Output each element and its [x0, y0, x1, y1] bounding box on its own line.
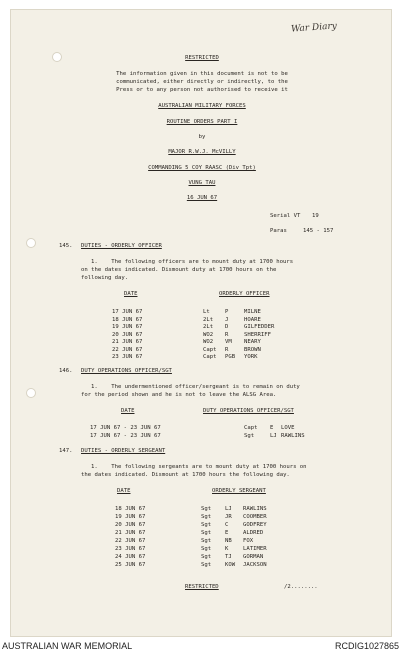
command-line: COMMANDING 5 COY RAASC (Div Tpt)	[148, 165, 256, 171]
punch-hole	[26, 388, 36, 398]
roster-rank: Sgt	[201, 522, 212, 528]
roster-surname: HOARE	[244, 316, 261, 323]
section-number: 145.	[59, 243, 73, 249]
column-header-date: DATE	[121, 408, 135, 414]
intro-line: communicated, either directly or indirectly, to the	[116, 79, 288, 85]
roster-initials: C	[225, 522, 229, 528]
roster-surname: COOMBER	[243, 514, 267, 520]
section-number: 146.	[59, 368, 73, 374]
section-body: for the period shown and he is not to leave the ALSG Area.	[81, 392, 277, 398]
roster-surname: JACKSON	[243, 562, 267, 568]
roster-initials: D	[225, 324, 229, 330]
location: VUNG TAU	[188, 180, 216, 186]
section-number: 147.	[59, 448, 73, 454]
roster-initials: PGB	[225, 354, 236, 360]
section-title: DUTIES - ORDERLY OFFICER	[81, 243, 162, 249]
roster-surname: LATIMER	[243, 546, 267, 552]
roster-date: 17 JUN 67	[112, 309, 143, 315]
roster-date: 17 JUN 67 - 23 JUN 67	[90, 425, 161, 431]
roster-date: 24 JUN 67	[115, 554, 146, 560]
roster-date: 20 JUN 67	[115, 522, 146, 528]
roster-initials: E	[270, 425, 274, 431]
roster-rank: Sgt	[201, 506, 212, 512]
handwritten-note: War Diary	[290, 21, 338, 35]
roster-rank: Sgt	[201, 538, 212, 544]
roster-surname: SHERRIFF	[244, 331, 271, 338]
roster-initials: P	[225, 309, 229, 315]
roster-initials: VM	[225, 339, 232, 345]
roster-initials: LJ	[225, 506, 232, 512]
roster-rank: WO2	[203, 339, 214, 345]
section-body: 1. The following sergeants are to mount duty at 1700 hours on	[91, 464, 307, 470]
serial-label: Serial VT	[270, 213, 301, 219]
paras-label: Paras	[270, 228, 287, 234]
roster-surname: GODFREY	[243, 522, 267, 528]
roster-rank: Sgt	[201, 514, 212, 520]
roster-initials: K	[225, 546, 229, 552]
section-body: 1. The following officers are to mount duty at 1700 hours	[91, 259, 294, 265]
roster-rank: Sgt	[244, 433, 255, 439]
roster-rank: 2Lt	[203, 324, 214, 330]
punch-hole	[26, 238, 36, 248]
archive-id: RCDIG1027865	[334, 641, 399, 651]
paras-value: 145 - 157	[303, 228, 334, 234]
roster-initials: R	[225, 346, 229, 353]
roster-date: 22 JUN 67	[115, 538, 146, 544]
roster-initials: TJ	[225, 554, 232, 560]
section-title: DUTIES - ORDERLY SERGEANT	[81, 448, 166, 454]
section-body: following day.	[81, 275, 129, 281]
roster-surname: ALDRED	[243, 530, 264, 536]
restricted-header: RESTRICTED	[185, 55, 219, 61]
roster-rank: Lt	[203, 309, 210, 315]
serial-value: 19	[312, 213, 319, 219]
section-body: on the dates indicated. Dismount duty at 1700 hours on the	[81, 267, 277, 273]
roster-date: 21 JUN 67	[112, 339, 143, 345]
roster-rank: Sgt	[201, 530, 212, 536]
column-header-officer: ORDERLY OFFICER	[219, 291, 270, 297]
intro-line: Press or to any person not authorised to receive it	[116, 87, 288, 93]
column-header-officer: DUTY OPERATIONS OFFICER/SGT	[203, 408, 294, 414]
column-header-date: DATE	[124, 291, 138, 297]
roster-initials: JR	[225, 514, 232, 520]
roster-surname: MILNE	[244, 309, 261, 315]
roster-surname: FOX	[243, 538, 254, 544]
archive-footer	[0, 640, 402, 654]
roster-date: 18 JUN 67	[112, 316, 143, 323]
section-title: DUTY OPERATIONS OFFICER/SGT	[81, 368, 172, 374]
roster-surname: RAWLINS	[243, 506, 267, 512]
roster-rank: Capt	[244, 425, 258, 431]
roster-rank: Sgt	[201, 562, 212, 568]
roster-date: 21 JUN 67	[115, 530, 146, 536]
roster-date: 17 JUN 67 - 23 JUN 67	[90, 433, 161, 439]
roster-initials: KOW	[225, 562, 236, 568]
section-body: the dates indicated. Dismount at 1700 hours the following day.	[81, 472, 290, 478]
roster-rank: Sgt	[201, 554, 212, 560]
roster-surname: GORMAN	[243, 554, 264, 560]
document-page	[10, 9, 392, 637]
force-heading: AUSTRALIAN MILITARY FORCES	[158, 103, 246, 109]
column-header-date: DATE	[117, 488, 131, 494]
roster-date: 23 JUN 67	[115, 546, 146, 552]
page-continuation: /2........	[284, 584, 318, 590]
roster-rank: Sgt	[201, 546, 212, 552]
roster-date: 22 JUN 67	[112, 346, 143, 353]
restricted-footer: RESTRICTED	[185, 584, 219, 590]
roster-rank: Capt	[203, 354, 217, 360]
roster-initials: R	[225, 331, 229, 338]
roster-surname: BROWN	[244, 346, 261, 353]
roster-date: 18 JUN 67	[115, 506, 146, 512]
roster-date: 19 JUN 67	[112, 324, 143, 330]
roster-surname: RAWLINS	[281, 433, 305, 439]
roster-surname: GILFEDDER	[244, 324, 275, 330]
roster-rank: WO2	[203, 331, 214, 338]
roster-surname: YORK	[244, 354, 258, 360]
roster-date: 25 JUN 67	[115, 562, 146, 568]
roster-initials: E	[225, 530, 229, 536]
roster-initials: J	[225, 316, 229, 323]
intro-line: The information given in this document is not to be	[116, 71, 288, 77]
roster-date: 20 JUN 67	[112, 331, 143, 338]
roster-date: 19 JUN 67	[115, 514, 146, 520]
archive-name: AUSTRALIAN WAR MEMORIAL	[2, 641, 133, 651]
commander-name: MAJOR R.W.J. McVILLY	[168, 149, 236, 155]
by-line: by	[198, 134, 206, 140]
roster-initials: NB	[225, 538, 232, 544]
roster-date: 23 JUN 67	[112, 354, 143, 360]
column-header-sergeant: ORDERLY SERGEANT	[212, 488, 266, 494]
order-title: ROUTINE ORDERS PART I	[166, 119, 238, 125]
order-date: 16 JUN 67	[186, 195, 218, 201]
roster-rank: Capt	[203, 346, 217, 353]
roster-rank: 2Lt	[203, 316, 214, 323]
section-body: 1. The undermentioned officer/sergeant is to remain on duty	[91, 384, 300, 390]
roster-surname: NEARY	[244, 339, 261, 345]
roster-surname: LOVE	[281, 425, 295, 431]
roster-initials: LJ	[270, 433, 277, 439]
